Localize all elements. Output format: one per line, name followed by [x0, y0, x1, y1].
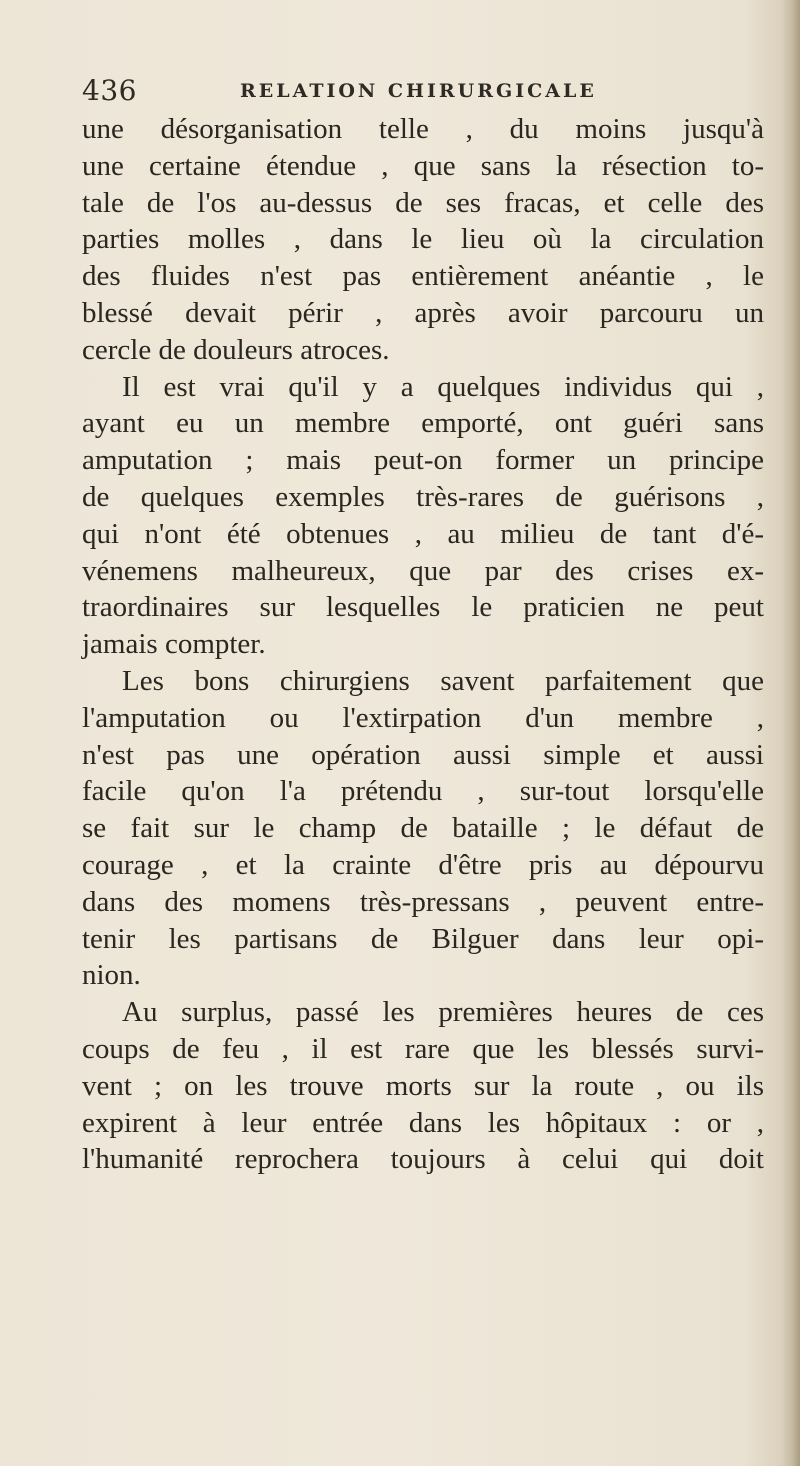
text-line: Les bons chirurgiens savent parfaitement que — [122, 664, 764, 697]
page-header — [82, 74, 762, 114]
text-line: tale de l'os au-dessus de ses fracas, et celle des — [82, 186, 764, 219]
text-line: une certaine étendue , que sans la résection to- — [82, 149, 764, 182]
text-line: l'amputation ou l'extirpation d'un membre , — [82, 701, 764, 734]
text-line: vénemens malheureux, que par des crises ex- — [82, 554, 764, 587]
body-text — [82, 111, 764, 1178]
text-line: traordinaires sur lesquelles le praticien ne peut — [82, 591, 764, 624]
text-line: de quelques exemples très-rares de guérisons , — [82, 480, 764, 513]
text-line: jamais compter. — [82, 628, 266, 661]
text-line: Il est vrai qu'il y a quelques individus qui , — [122, 370, 764, 403]
text-line: courage , et la crainte d'être pris au dépourvu — [82, 848, 764, 881]
page-edge-shadow — [782, 0, 800, 1466]
page-number: 436 — [82, 74, 137, 107]
running-head: RELATION CHIRURGICALE — [240, 80, 597, 102]
text-line: une désorganisation telle , du moins jusqu'à — [82, 113, 764, 145]
text-line: cercle de douleurs atroces. — [82, 333, 390, 366]
text-line: facile qu'on l'a prétendu , sur-tout lorsqu'elle — [82, 775, 764, 808]
text-line: ayant eu un membre emporté, ont guéri sans — [82, 407, 764, 440]
text-line: des fluides n'est pas entièrement anéantie , le — [82, 260, 764, 293]
text-line: parties molles , dans le lieu où la circulation — [82, 223, 764, 256]
text-line: n'est pas une opération aussi simple et aussi — [82, 738, 764, 771]
text-line: dans des momens très-pressans , peuvent entre- — [82, 885, 764, 918]
text-line: Au surplus, passé les premières heures de ces — [122, 996, 764, 1029]
text-line: expirent à leur entrée dans les hôpitaux : or , — [82, 1106, 764, 1139]
text-line: se fait sur le champ de bataille ; le défaut de — [82, 812, 764, 845]
text-line: l'humanité reprochera toujours à celui qui doit — [82, 1143, 764, 1176]
text-line: blessé devait périr , après avoir parcouru un — [82, 296, 764, 329]
text-line: tenir les partisans de Bilguer dans leur opi- — [82, 922, 764, 955]
text-line: vent ; on les trouve morts sur la route , ou ils — [82, 1069, 764, 1102]
text-line: nion. — [82, 959, 141, 992]
text-line: coups de feu , il est rare que les blessés survi- — [82, 1032, 764, 1065]
text-line: qui n'ont été obtenues , au milieu de tant d'é- — [82, 517, 764, 550]
text-line: amputation ; mais peut-on former un principe — [82, 444, 764, 477]
